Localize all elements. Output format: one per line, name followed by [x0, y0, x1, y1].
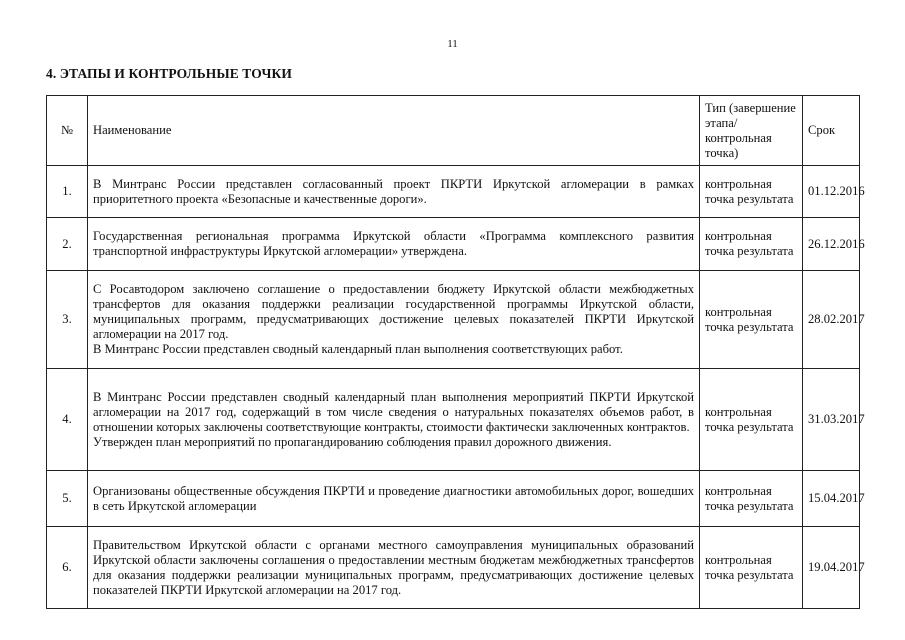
row-description: [88, 527, 700, 609]
row-description: [88, 271, 700, 369]
row-date: 31.03.2017: [803, 369, 860, 471]
description-paragraph: Организованы общественные обсуждения ПКРТИ и проведение диагностики автомобильных дорог, вошедших в сеть Иркутской агломерации: [93, 483, 694, 513]
table-row: [47, 471, 860, 527]
description-paragraph: С Росавтодором заключено соглашение о предоставлении бюджету Иркутской области межбюджетных трансфертов для оказания поддержки реализации государственной программы Иркутской области, муниципальных программ, предусматривающих достижение целевых показателей ПКРТИ Иркутской агломерации на 2017 год.: [93, 282, 694, 341]
row-number: 2.: [47, 218, 88, 271]
row-description: [88, 369, 700, 471]
description-paragraph: Государственная региональная программа Иркутской области «Программа комплексного развития транспортной инфраструктуры Иркутской агломерации» утверждена.: [93, 229, 694, 258]
page-number: 11: [447, 38, 458, 50]
description-paragraph: Правительством Иркутской области с органами местного самоуправления муниципальных образований Иркутской области заключены соглашения о предоставлении местным бюджетам межбюджетных трансфертов для оказания поддержки реализации муниципальных программ, предусматривающих достижение целевых показателей ПКРТИ Иркутской агломерации на 2017 год.: [93, 537, 694, 597]
table-row: [47, 369, 860, 471]
row-number: 4.: [47, 369, 88, 471]
row-type: контрольная точка результата: [700, 218, 803, 271]
table-row: [47, 166, 860, 218]
table-header-row: [47, 96, 860, 166]
description-paragraph: Утвержден план мероприятий по пропагандированию соблюдения правил дорожного движения.: [93, 434, 612, 449]
header-name: Наименование: [88, 96, 700, 166]
description-paragraph: В Минтранс России представлен сводный календарный план выполнения мероприятий ПКРТИ Иркутской агломерации на 2017 год, содержащий в том числе сведения о натуральных показателях объемов работ, в отношении которых заключены соответствующие контракты, стоимости фактически заключенных контрактов.: [93, 389, 694, 434]
row-description: [88, 166, 700, 218]
stages-table: [46, 95, 865, 609]
row-number: 5.: [47, 471, 88, 527]
header-type: Тип (завершение этапа/контрольная точка): [700, 96, 803, 166]
table-row: [47, 218, 860, 271]
row-description: [88, 471, 700, 527]
row-date: 01.12.2016: [803, 166, 860, 218]
row-type: контрольная точка результата: [700, 271, 803, 369]
header-number: №: [47, 96, 88, 166]
table-row: [47, 271, 860, 369]
row-type: контрольная точка результата: [700, 166, 803, 218]
row-date: 26.12.2016: [803, 218, 860, 271]
row-description: [88, 218, 700, 271]
row-number: 6.: [47, 527, 88, 609]
section-title: 4. ЭТАПЫ И КОНТРОЛЬНЫЕ ТОЧКИ: [46, 66, 292, 81]
row-date: 15.04.2017: [803, 471, 860, 527]
description-paragraph: В Минтранс России представлен сводный календарный план выполнения соответствующих работ.: [93, 342, 623, 356]
row-number: 1.: [47, 166, 88, 218]
header-date: Срок: [803, 96, 860, 166]
row-type: контрольная точка результата: [700, 369, 803, 471]
row-date: 28.02.2017: [803, 271, 860, 369]
description-paragraph: В Минтранс России представлен согласованный проект ПКРТИ Иркутской агломерации в рамках приоритетного проекта «Безопасные и качественные дороги».: [93, 176, 694, 206]
row-number: 3.: [47, 271, 88, 369]
row-type: контрольная точка результата: [700, 471, 803, 527]
table-row: [47, 527, 860, 609]
row-date: 19.04.2017: [803, 527, 860, 609]
row-type: контрольная точка результата: [700, 527, 803, 609]
